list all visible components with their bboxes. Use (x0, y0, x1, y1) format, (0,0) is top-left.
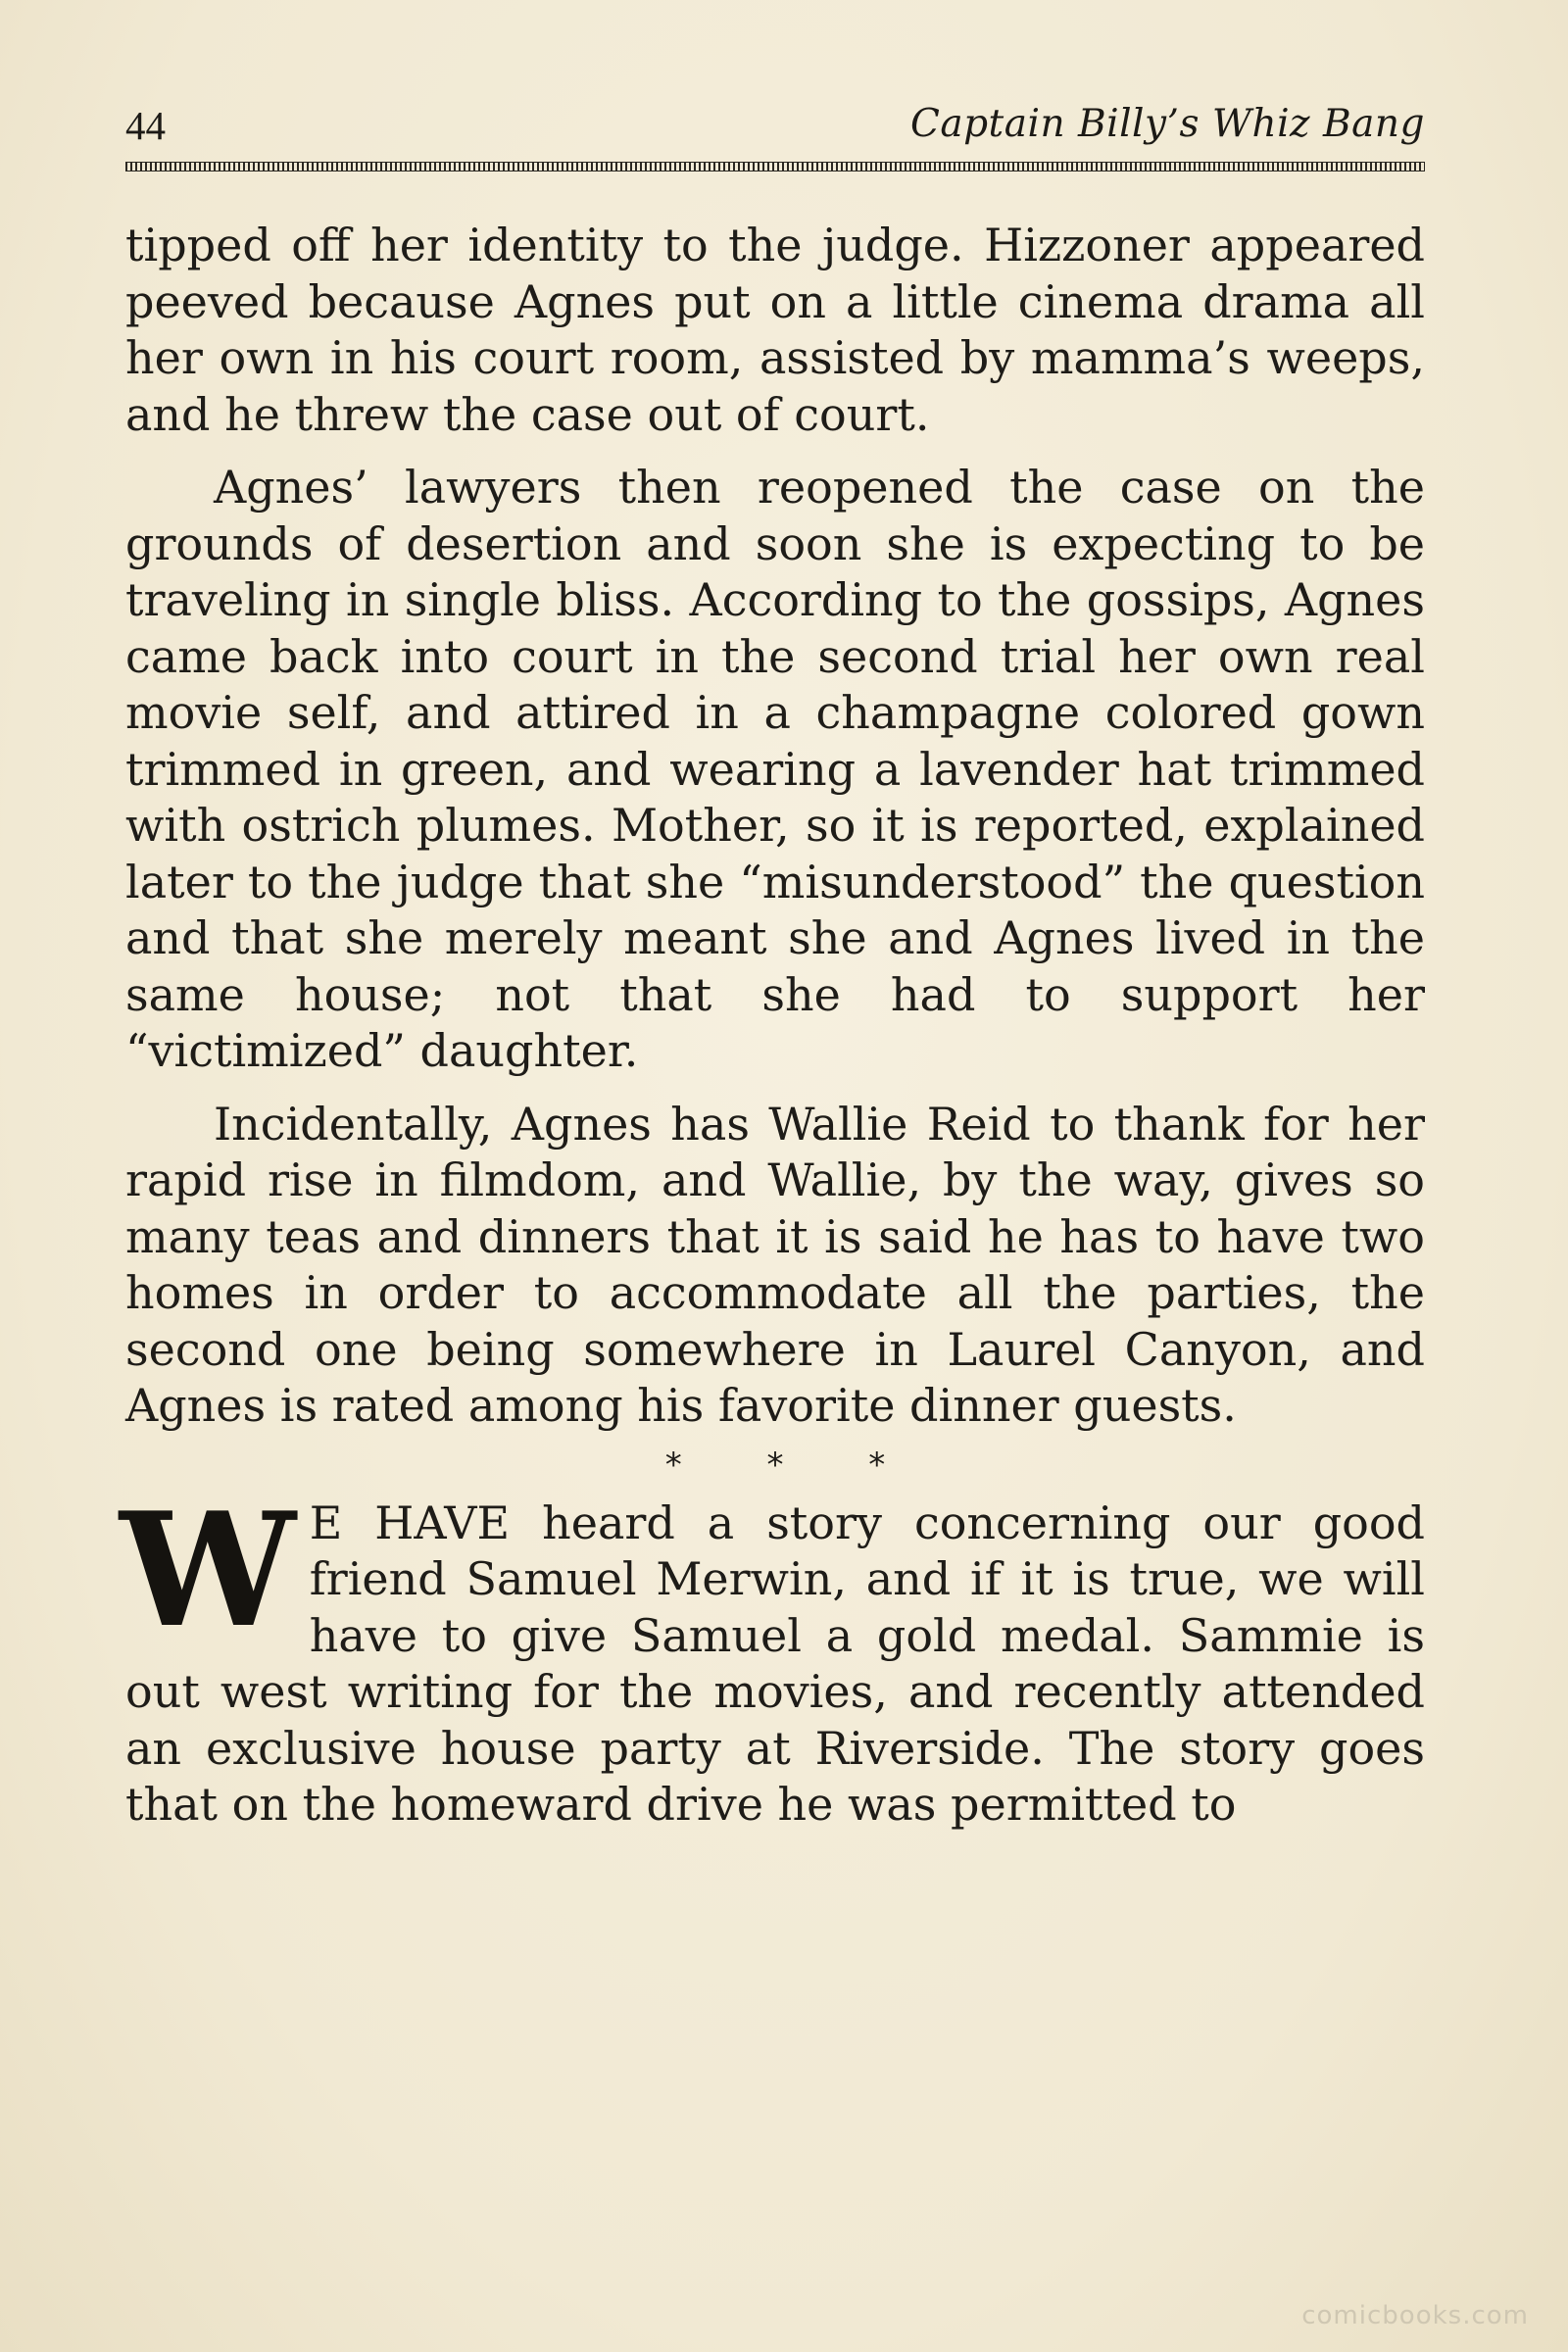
drop-cap: W (120, 1477, 296, 1662)
paragraph-lawyers: Agnes’ lawyers then reopened the case on the grounds of desertion and soon she is expecting to be traveling in single bliss. According to the gossips, Agnes came back into court in the second trial her own real movie self, and attired in a champagne colored gown trimmed in green, and wearing a lavender hat trimmed with ostrich plumes. Mother, so it is reported, explained later to the judge that she “misunderstood” the question and that she merely meant she and Agnes lived in the same house; not that she had to support her “victimized” daughter. (125, 461, 1425, 1077)
article-body (120, 218, 1425, 1834)
running-title: Captain Billy’s Whiz Bang (909, 102, 1425, 146)
page-header (125, 94, 1425, 153)
paragraph-continuation: tipped off her identity to the judge. Hizzoner appeared peeved because Agnes put on a little cinema drama all her own in his court room, assisted by mamma’s weeps, and he threw the case out of court. (125, 219, 1425, 441)
paragraph-samuel-merwin (120, 1477, 1425, 1834)
header-rule (125, 162, 1425, 172)
paragraph-wallie-reid: Incidentally, Agnes has Wallie Reid to thank for her rapid rise in filmdom, and Wallie, by the way, gives so many teas and dinners that it is said he has to have two homes in order to accommodate all the parties, the second one being somewhere in Laurel Canyon, and Agnes is rated among his favorite dinner guests. (125, 1097, 1425, 1432)
section-separator: * * * (664, 1445, 923, 1485)
watermark: comicbooks.com (1301, 2301, 1529, 2330)
paragraph-samuel-merwin-text: E HAVE heard a story concerning our good friend Samuel Merwin, and if it is true, we will have to give Samuel a gold medal. Sammie is out west writing for the movies, and recently attended an exclusive house party at Riverside. The story goes that on the homeward drive he was permitted to (125, 1495, 1425, 1831)
page-number: 44 (125, 103, 166, 148)
